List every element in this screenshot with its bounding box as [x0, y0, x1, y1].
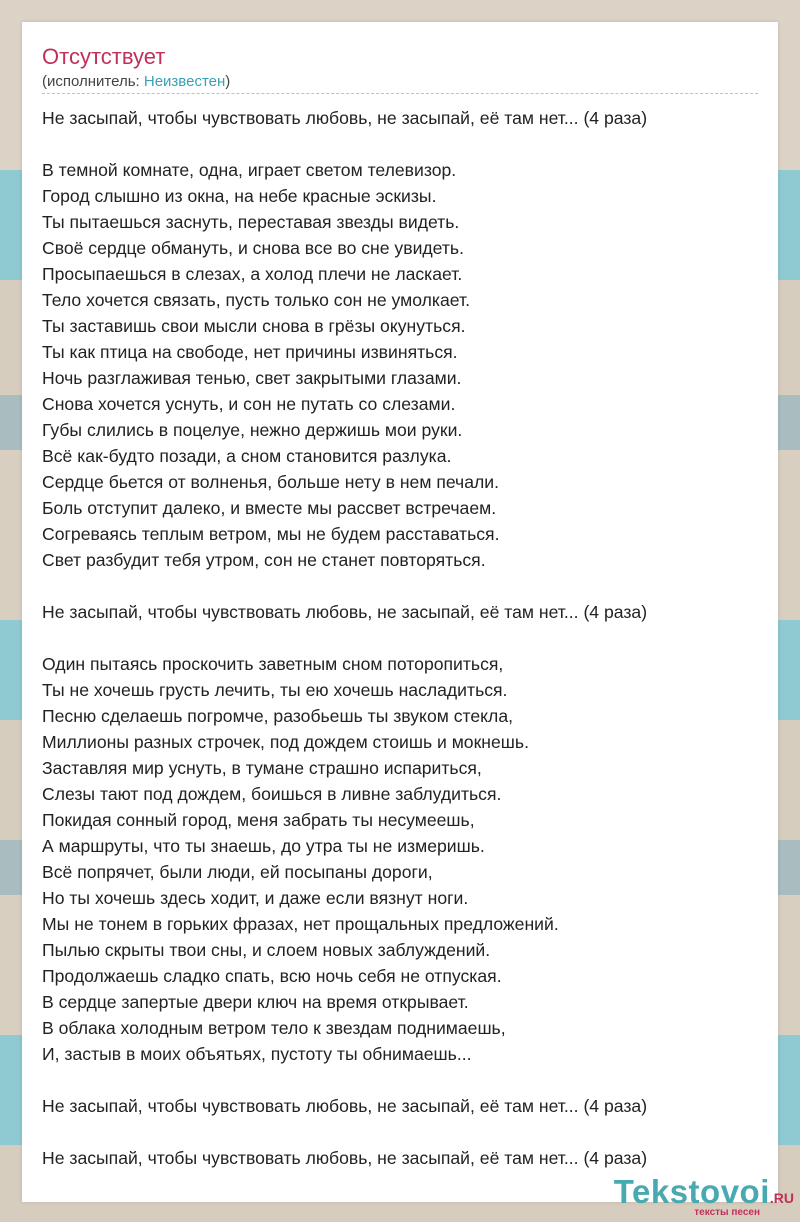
lyric-line: Своё сердце обмануть, и снова все во сне увидеть.	[42, 238, 464, 258]
header-divider	[42, 93, 758, 94]
lyric-line: Сердце бьется от волненья, больше нету в нем печали.	[42, 472, 499, 492]
lyric-line: Всё попрячет, были люди, ей посыпаны дороги,	[42, 862, 433, 882]
lyric-line: Просыпаешься в слезах, а холод плечи не ласкает.	[42, 264, 463, 284]
lyric-line: Всё как-будто позади, а сном становится разлука.	[42, 446, 452, 466]
lyric-line: И, застыв в моих объятьях, пустоту ты обнимаешь...	[42, 1044, 472, 1064]
stanza-gap	[42, 1119, 768, 1145]
logo-tld: .RU	[769, 1190, 794, 1206]
lyric-line: Ты пытаешься заснуть, переставая звезды видеть.	[42, 212, 460, 232]
lyric-line: Один пытаясь проскочить заветным сном поторопиться,	[42, 654, 504, 674]
lyric-line: Боль отступит далеко, и вместе мы рассвет встречаем.	[42, 498, 497, 518]
lyric-line: А маршруты, что ты знаешь, до утра ты не измеришь.	[42, 836, 485, 856]
artist-link[interactable]: Неизвестен	[143, 73, 226, 90]
lyric-line: Миллионы разных строчек, под дождем стоишь и мокнешь.	[42, 732, 529, 752]
lyrics-text	[42, 105, 768, 1171]
lyric-line: Ты как птица на свободе, нет причины извиняться.	[42, 342, 458, 362]
lyric-line: В темной комнате, одна, играет светом телевизор.	[42, 160, 457, 180]
lyric-line: Свет разбудит тебя утром, сон не станет повторяться.	[42, 550, 486, 570]
lyric-line: Продолжаешь сладко спать, всю ночь себя не отпуская.	[42, 966, 502, 986]
artist-line	[42, 73, 230, 90]
stanza-gap	[42, 131, 768, 157]
lyric-line: Город слышно из окна, на небе красные эскизы.	[42, 186, 437, 206]
lyric-line: Не засыпай, чтобы чувствовать любовь, не засыпай, её там нет... (4 раза)	[42, 1148, 648, 1168]
lyric-line: Песню сделаешь погромче, разобьешь ты звуком стекла,	[42, 706, 513, 726]
song-title: Отсутствует	[42, 44, 166, 69]
artist-suffix: )	[225, 73, 231, 90]
lyric-line: Ночь разглаживая тенью, свет закрытыми глазами.	[42, 368, 462, 388]
lyric-line: Не засыпай, чтобы чувствовать любовь, не засыпай, её там нет... (4 раза)	[42, 1096, 648, 1116]
stanza-gap	[42, 1067, 768, 1093]
lyric-line: Слезы тают под дождем, боишься в ливне заблудиться.	[42, 784, 502, 804]
lyric-line: Покидая сонный город, меня забрать ты несумеешь,	[42, 810, 475, 830]
logo-tagline: тексты песен	[694, 1207, 760, 1218]
lyric-line: Согреваясь теплым ветром, мы не будем расставаться.	[42, 524, 500, 544]
artist-prefix: (исполнитель:	[42, 73, 144, 90]
lyric-line: Мы не тонем в горьких фразах, нет прощальных предложений.	[42, 914, 559, 934]
lyric-line: Ты не хочешь грусть лечить, ты ею хочешь насладиться.	[42, 680, 508, 700]
site-logo[interactable]	[614, 1175, 794, 1218]
lyric-line: Тело хочется связать, пусть только сон не умолкает.	[42, 290, 470, 310]
lyric-line: Ты заставишь свои мысли снова в грёзы окунуться.	[42, 316, 466, 336]
logo-wordmark: Tekstovoi	[613, 1173, 770, 1210]
lyric-line: В сердце запертые двери ключ на время открывает.	[42, 992, 469, 1012]
lyric-line: Пылью скрыты твои сны, и слоем новых заблуждений.	[42, 940, 491, 960]
lyric-line: Но ты хочешь здесь ходит, и даже если вязнут ноги.	[42, 888, 469, 908]
stanza-gap	[42, 573, 768, 599]
stanza-gap	[42, 625, 768, 651]
lyric-line: Не засыпай, чтобы чувствовать любовь, не засыпай, её там нет... (4 раза)	[42, 108, 648, 128]
lyric-line: Губы слились в поцелуе, нежно держишь мои руки.	[42, 420, 463, 440]
lyric-line: Заставляя мир уснуть, в тумане страшно испариться,	[42, 758, 482, 778]
lyric-line: В облака холодным ветром тело к звездам поднимаешь,	[42, 1018, 506, 1038]
lyrics-card	[22, 22, 778, 1202]
lyric-line: Снова хочется уснуть, и сон не путать со слезами.	[42, 394, 456, 414]
lyric-line: Не засыпай, чтобы чувствовать любовь, не засыпай, её там нет... (4 раза)	[42, 602, 648, 622]
